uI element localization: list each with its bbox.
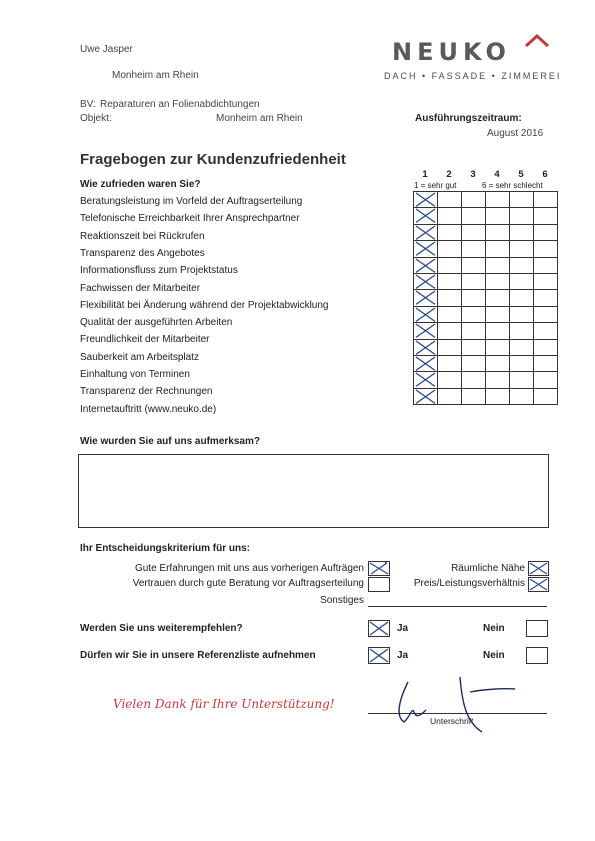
other-label: Sonstiges [320, 595, 364, 606]
criterion-label: Qualität der ausgeführten Arbeiten [80, 317, 233, 329]
check-mark-icon [414, 208, 437, 223]
check-mark-icon [414, 290, 437, 305]
rating-cell[interactable] [534, 339, 558, 355]
customer-name: Uwe Jasper [80, 44, 133, 55]
rating-cell[interactable] [462, 372, 486, 388]
rating-cell[interactable] [462, 306, 486, 322]
check-mark-icon [529, 562, 548, 575]
rating-cell[interactable] [486, 208, 510, 224]
rating-cell[interactable] [414, 372, 438, 388]
rating-cell[interactable] [462, 257, 486, 273]
rating-cell[interactable] [414, 241, 438, 257]
check-mark-icon [414, 356, 437, 371]
company-logo [392, 38, 511, 66]
rating-cell[interactable] [486, 306, 510, 322]
scale-numbers [413, 169, 557, 180]
rating-cell[interactable] [510, 355, 534, 371]
rating-cell[interactable] [534, 273, 558, 289]
rating-cell[interactable] [414, 208, 438, 224]
criterion-label: Transparenz der Rechnungen [80, 386, 213, 398]
rating-row [414, 339, 558, 355]
rating-row [414, 388, 558, 404]
check-mark-icon [529, 578, 548, 591]
rating-cell[interactable] [438, 224, 462, 240]
rating-cell[interactable] [510, 208, 534, 224]
rating-row [414, 224, 558, 240]
period-label: Ausführungszeitraum: [415, 113, 522, 124]
rating-row [414, 208, 558, 224]
rating-cell[interactable] [510, 388, 534, 404]
bv-value: Reparaturen an Folienabdichtungen [100, 99, 260, 110]
scale-number: 6 [542, 169, 548, 180]
rating-cell[interactable] [486, 257, 510, 273]
reference-question: Dürfen wir Sie in unsere Referenzliste aufnehmen [80, 650, 316, 661]
rating-cell[interactable] [438, 339, 462, 355]
rating-cell[interactable] [486, 192, 510, 208]
other-input-line[interactable] [368, 606, 547, 607]
rating-cell[interactable] [438, 273, 462, 289]
logo-word: NEUKO [392, 38, 511, 66]
rating-cell[interactable] [486, 273, 510, 289]
recommend-question: Werden Sie uns weiterempfehlen? [80, 623, 243, 634]
recommend-no-checkbox[interactable] [526, 620, 548, 637]
scale-number: 3 [470, 169, 476, 180]
rating-row [414, 306, 558, 322]
rating-cell[interactable] [534, 290, 558, 306]
rating-cell[interactable] [462, 339, 486, 355]
rating-cell[interactable] [534, 224, 558, 240]
rating-cell[interactable] [534, 306, 558, 322]
recommend-yes-checkbox[interactable] [368, 620, 390, 637]
form-title: Fragebogen zur Kundenzufriedenheit [80, 151, 346, 168]
rating-cell[interactable] [486, 323, 510, 339]
rating-cell[interactable] [414, 355, 438, 371]
criterion-label: Flexibilität bei Änderung während der Projektabwicklung [80, 299, 329, 311]
rating-cell[interactable] [414, 339, 438, 355]
objekt-value: Monheim am Rhein [216, 113, 303, 124]
reference-yes-label: Ja [397, 650, 409, 661]
decision-left-label: Vertrauen durch gute Beratung vor Auftragserteilung [132, 578, 364, 589]
rating-cell[interactable] [534, 208, 558, 224]
decision-right-label: Preis/Leistungsverhältnis [413, 578, 525, 589]
rating-cell[interactable] [534, 241, 558, 257]
rating-cell[interactable] [534, 388, 558, 404]
scale-number: 5 [518, 169, 524, 180]
rating-row [414, 273, 558, 289]
reference-no-checkbox[interactable] [526, 647, 548, 664]
rating-cell[interactable] [486, 355, 510, 371]
rating-cell[interactable] [534, 192, 558, 208]
attention-answer-field[interactable] [78, 454, 549, 528]
rating-cell[interactable] [462, 241, 486, 257]
rating-cell[interactable] [438, 192, 462, 208]
scale-number: 1 [422, 169, 428, 180]
scale-number: 2 [446, 169, 452, 180]
rating-cell[interactable] [462, 192, 486, 208]
criterion-label: Transparenz des Angebotes [80, 247, 205, 259]
rating-cell[interactable] [438, 241, 462, 257]
rating-cell[interactable] [462, 208, 486, 224]
scale-worst: 6 = sehr schlecht [482, 181, 543, 190]
rating-cell[interactable] [510, 306, 534, 322]
rating-cell[interactable] [510, 192, 534, 208]
decision-right-checkbox[interactable] [528, 577, 549, 592]
period-value: August 2016 [487, 128, 544, 139]
rating-cell[interactable] [534, 372, 558, 388]
rating-cell[interactable] [438, 372, 462, 388]
criterion-label: Telefonische Erreichbarkeit Ihrer Ansprechpartner [80, 213, 300, 225]
rating-cell[interactable] [510, 290, 534, 306]
rating-cell[interactable] [486, 290, 510, 306]
criterion-label: Fachwissen der Mitarbeiter [80, 282, 201, 294]
customer-city: Monheim am Rhein [112, 70, 199, 81]
rating-cell[interactable] [534, 323, 558, 339]
thanks-message: Vielen Dank für Ihre Unterstützung! [113, 697, 335, 711]
rating-cell[interactable] [486, 372, 510, 388]
rating-cell[interactable] [414, 306, 438, 322]
criterion-label: Internetauftritt (www.neuko.de) [80, 403, 217, 415]
rating-row [414, 372, 558, 388]
rating-cell[interactable] [510, 372, 534, 388]
check-mark-icon [414, 340, 437, 355]
rating-cell[interactable] [534, 257, 558, 273]
rating-cell[interactable] [510, 339, 534, 355]
check-mark-icon [369, 621, 389, 636]
rating-cell[interactable] [486, 339, 510, 355]
bv-label: BV: [80, 99, 96, 110]
decision-left-checkbox[interactable] [368, 561, 390, 576]
rating-cell[interactable] [462, 355, 486, 371]
check-mark-icon [369, 648, 389, 663]
rating-row [414, 192, 558, 208]
rating-row [414, 355, 558, 371]
check-mark-icon [414, 372, 437, 387]
decision-title: Ihr Entscheidungskriterium für uns: [80, 543, 251, 554]
rating-cell[interactable] [438, 323, 462, 339]
criterion-label: Freundlichkeit der Mitarbeiter [80, 334, 210, 346]
decision-right-checkbox[interactable] [528, 561, 549, 576]
rating-cell[interactable] [414, 290, 438, 306]
roof-icon [524, 34, 550, 48]
rating-cell[interactable] [414, 224, 438, 240]
rating-cell[interactable] [438, 355, 462, 371]
rating-cell[interactable] [462, 224, 486, 240]
recommend-yes-label: Ja [397, 623, 409, 634]
satisfaction-question: Wie zufrieden waren Sie? [80, 179, 201, 190]
check-mark-icon [414, 258, 437, 273]
signature-label: Unterschrift [430, 716, 474, 726]
rating-cell[interactable] [462, 323, 486, 339]
rating-cell[interactable] [414, 273, 438, 289]
rating-cell[interactable] [414, 323, 438, 339]
reference-yes-checkbox[interactable] [368, 647, 390, 664]
rating-cell[interactable] [510, 224, 534, 240]
rating-cell[interactable] [462, 273, 486, 289]
check-mark-icon [414, 307, 437, 322]
check-mark-icon [414, 241, 437, 256]
rating-cell[interactable] [462, 290, 486, 306]
check-mark-icon [414, 192, 437, 207]
rating-row [414, 290, 558, 306]
criterion-label: Beratungsleistung im Vorfeld der Auftragserteilung [80, 196, 303, 207]
scale-number: 4 [494, 169, 500, 180]
decision-left-checkbox[interactable] [368, 577, 390, 592]
rating-row [414, 257, 558, 273]
rating-cell[interactable] [510, 257, 534, 273]
check-mark-icon [414, 389, 437, 404]
criterion-label: Sauberkeit am Arbeitsplatz [80, 351, 199, 363]
reference-no-label: Nein [483, 650, 505, 661]
logo-tagline: DACH • FASSADE • ZIMMEREI [384, 71, 562, 81]
handwritten-signature [390, 672, 530, 742]
rating-cell[interactable] [438, 306, 462, 322]
criterion-label: Einhaltung von Terminen [80, 369, 190, 380]
rating-cell[interactable] [486, 388, 510, 404]
objekt-label: Objekt: [80, 113, 112, 124]
check-mark-icon [414, 323, 437, 338]
rating-cell[interactable] [510, 323, 534, 339]
scale-best: 1 = sehr gut [414, 181, 457, 190]
attention-question: Wie wurden Sie auf uns aufmerksam? [80, 436, 260, 447]
decision-left-label: Gute Erfahrungen mit uns aus vorherigen Aufträgen [134, 563, 364, 574]
rating-cell[interactable] [462, 388, 486, 404]
rating-cell[interactable] [486, 224, 510, 240]
rating-cell[interactable] [438, 208, 462, 224]
decision-right-label: Räumliche Nähe [451, 563, 525, 574]
rating-cell[interactable] [414, 257, 438, 273]
rating-cell[interactable] [414, 388, 438, 404]
rating-row [414, 241, 558, 257]
rating-cell[interactable] [486, 241, 510, 257]
check-mark-icon [414, 225, 437, 240]
rating-cell[interactable] [510, 241, 534, 257]
rating-cell[interactable] [414, 192, 438, 208]
check-mark-icon [414, 274, 437, 289]
rating-cell[interactable] [438, 290, 462, 306]
rating-cell[interactable] [438, 388, 462, 404]
rating-grid [413, 191, 558, 405]
rating-cell[interactable] [534, 355, 558, 371]
recommend-no-label: Nein [483, 623, 505, 634]
criterion-label: Informationsfluss zum Projektstatus [80, 265, 238, 277]
rating-cell[interactable] [438, 257, 462, 273]
rating-row [414, 323, 558, 339]
check-mark-icon [369, 562, 389, 575]
criterion-label: Reaktionszeit bei Rückrufen [80, 230, 205, 242]
rating-cell[interactable] [510, 273, 534, 289]
